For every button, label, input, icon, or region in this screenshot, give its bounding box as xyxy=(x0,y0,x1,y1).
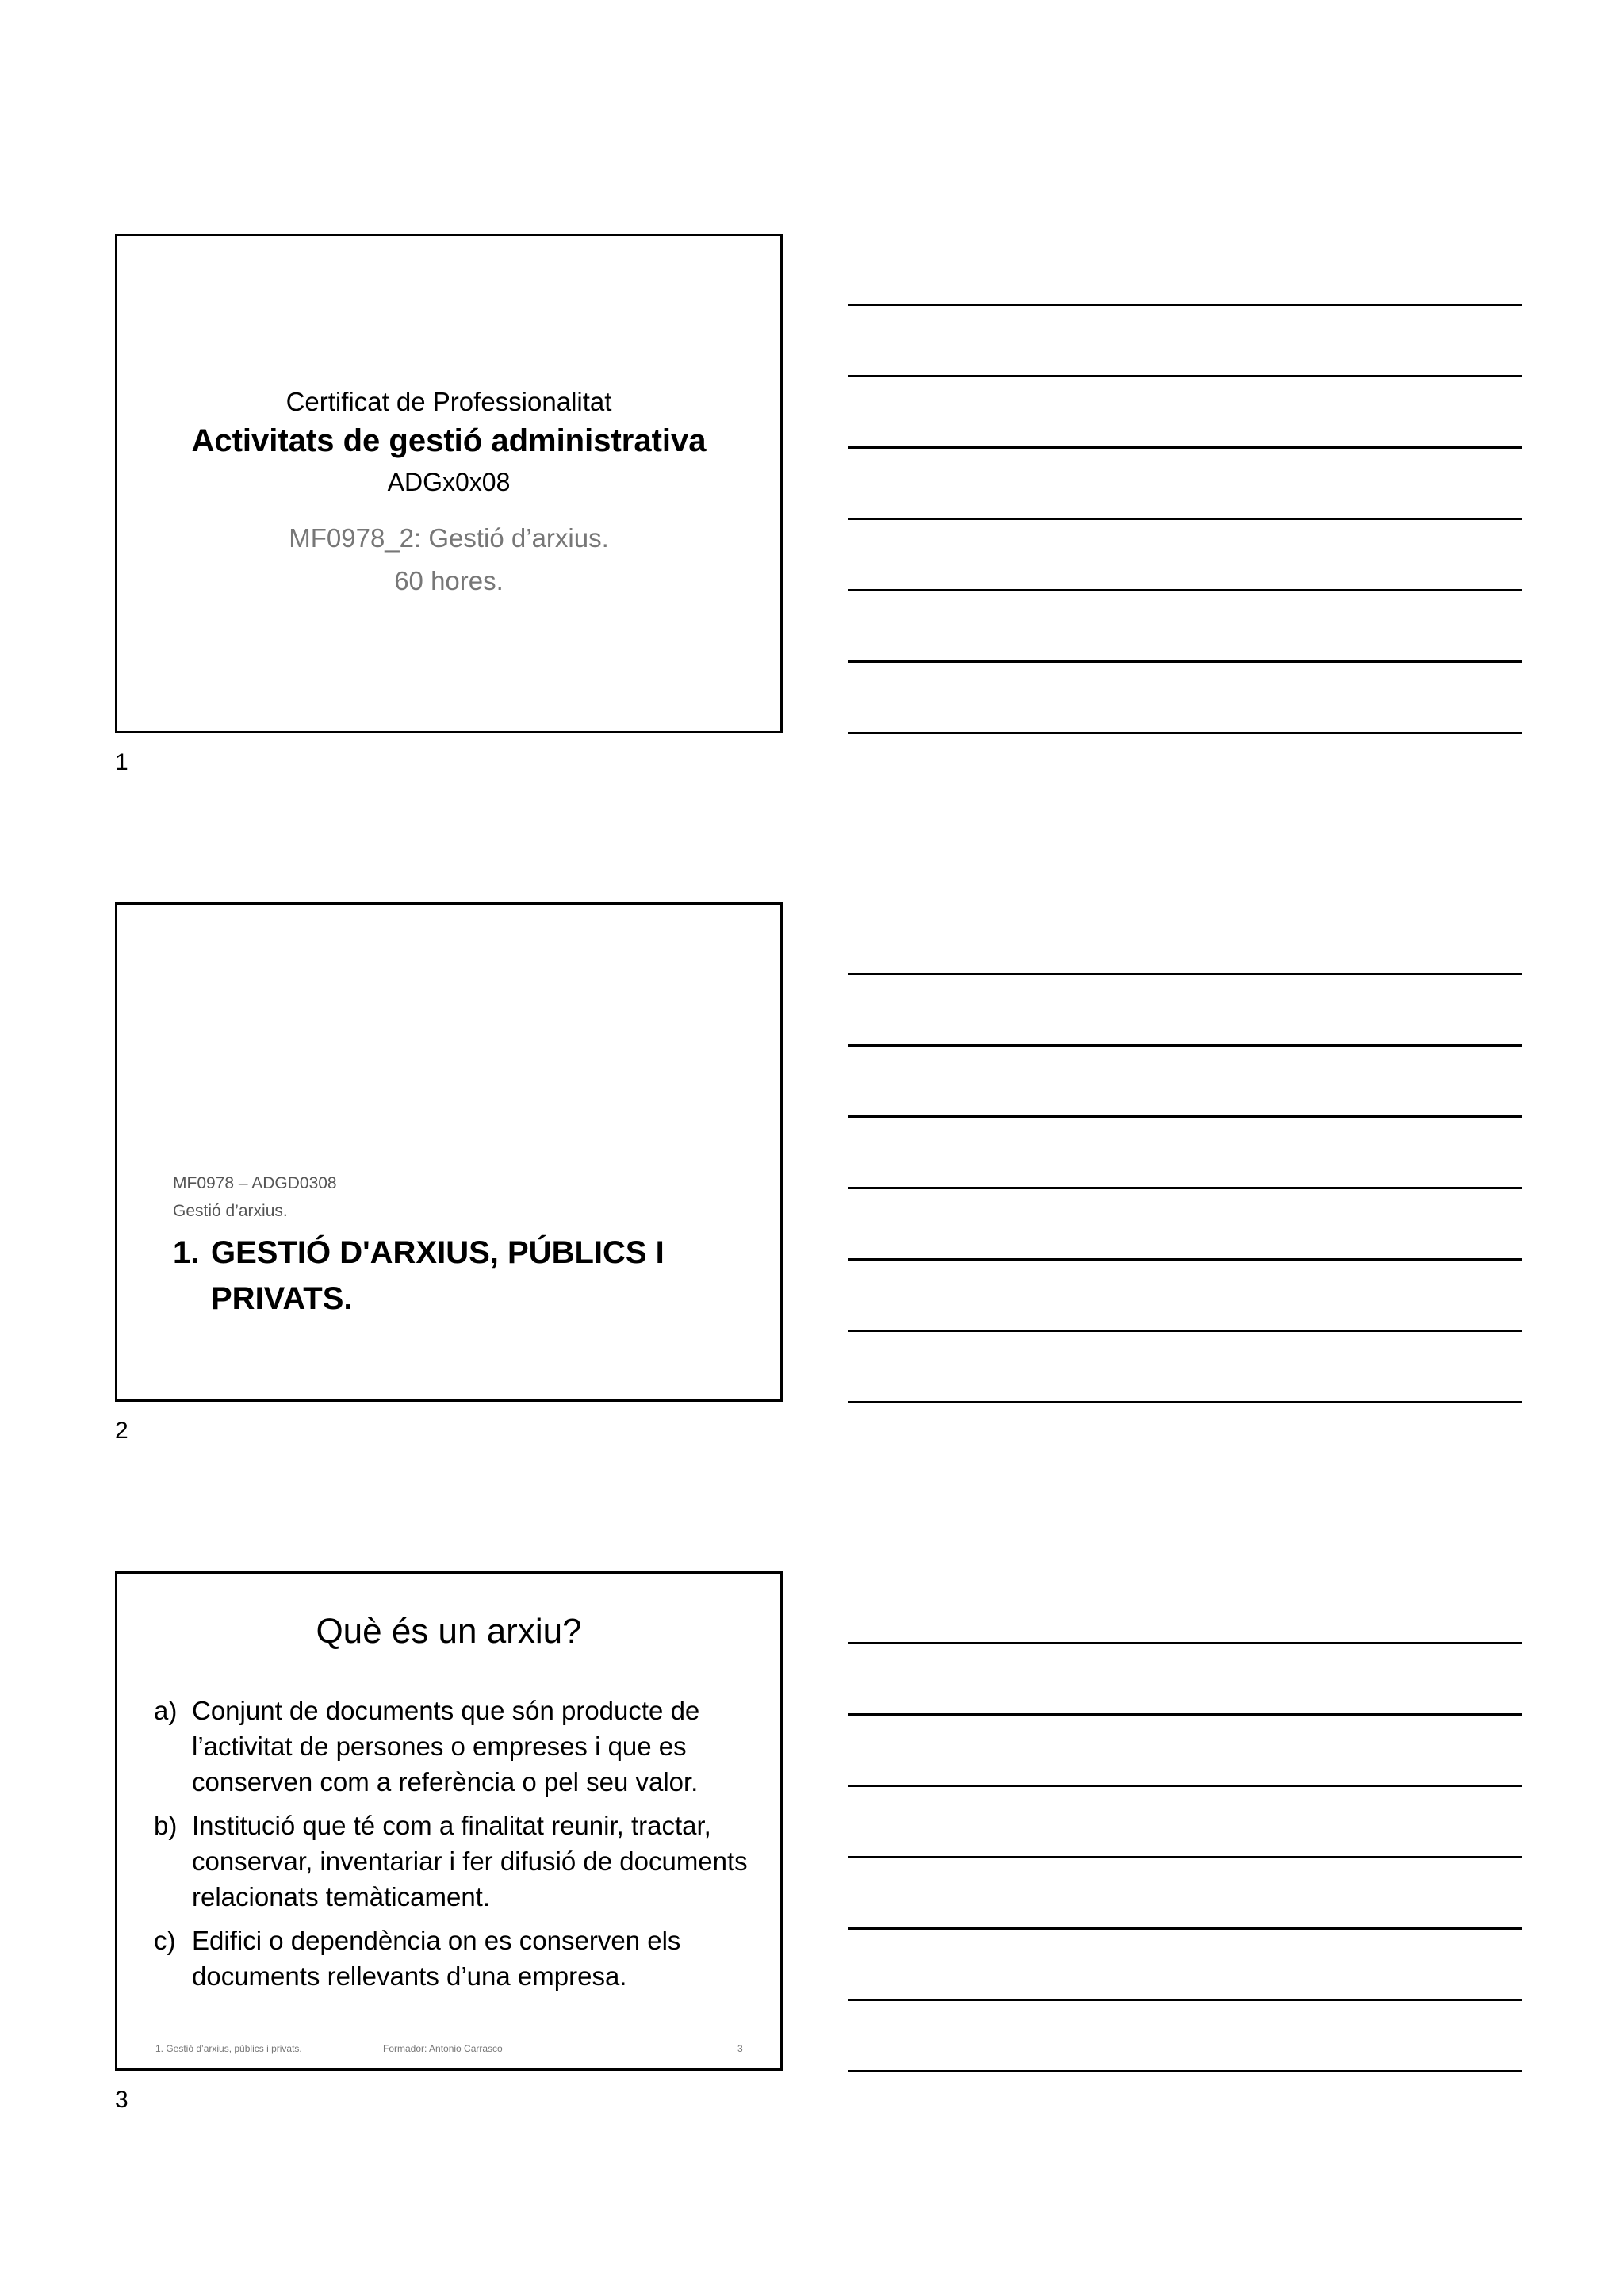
item-text: Institució que té com a finalitat reunir, tractar, conservar, inventariar i fer difusió de documents relacionats temàticament. xyxy=(192,1811,748,1911)
note-line xyxy=(848,660,1522,663)
section-heading-line2: PRIVATS. xyxy=(211,1281,353,1316)
note-line xyxy=(848,732,1522,734)
slide-subtitle-code: MF0978 – ADGD0308 xyxy=(173,1174,337,1192)
course-code: ADGx0x08 xyxy=(387,468,511,496)
item-text: Conjunt de documents que són producte de l’activitat de persones o empreses i que es conserven com a referència o pel seu valor. xyxy=(192,1696,700,1797)
slide-1 xyxy=(115,234,783,733)
list-item xyxy=(154,1808,764,1915)
slide-subtitle-module: Gestió d’arxius. xyxy=(173,1202,288,1220)
note-line xyxy=(848,1115,1522,1118)
note-line xyxy=(848,304,1522,306)
slide-footer-left: 1. Gestió d’arxius, públics i privats. xyxy=(155,2043,302,2054)
item-text: Edifici o dependència on es conserven els documents rellevants d’una empresa. xyxy=(192,1926,681,1991)
slide-title: Activitats de gestió administrativa xyxy=(191,423,707,458)
slide-title: Què és un arxiu? xyxy=(316,1612,582,1651)
note-line xyxy=(848,1856,1522,1858)
list-item xyxy=(154,1693,764,1800)
note-line xyxy=(848,518,1522,520)
module-name: MF0978_2: Gestió d’arxius. xyxy=(289,523,609,553)
note-line xyxy=(848,1401,1522,1403)
definition-list xyxy=(154,1693,764,2002)
note-line xyxy=(848,1044,1522,1047)
note-line xyxy=(848,1927,1522,1930)
slide-number: 3 xyxy=(115,2087,128,2113)
note-line xyxy=(848,1999,1522,2001)
note-line xyxy=(848,1187,1522,1189)
note-line xyxy=(848,1713,1522,1716)
note-line xyxy=(848,1258,1522,1261)
note-line xyxy=(848,375,1522,377)
note-line xyxy=(848,1785,1522,1787)
slide-footer-center: Formador: Antonio Carrasco xyxy=(383,2043,503,2054)
note-line xyxy=(848,589,1522,591)
note-line xyxy=(848,1330,1522,1332)
slide-kicker: Certificat de Professionalitat xyxy=(285,387,612,416)
section-heading xyxy=(173,1230,728,1322)
section-number: 1. xyxy=(173,1235,200,1270)
note-line xyxy=(848,2070,1522,2072)
slide-2 xyxy=(115,902,783,1402)
module-hours: 60 hores. xyxy=(394,566,504,595)
slide-number: 2 xyxy=(115,1418,128,1444)
item-label: c) xyxy=(154,1926,176,1955)
item-label: a) xyxy=(154,1696,178,1725)
slide-3 xyxy=(115,1571,783,2071)
list-item xyxy=(154,1923,764,1994)
note-line xyxy=(848,446,1522,449)
note-line xyxy=(848,973,1522,975)
slide-footer-page: 3 xyxy=(737,2043,743,2054)
section-heading-line1: GESTIÓ D'ARXIUS, PÚBLICS I xyxy=(211,1235,665,1270)
slide-number: 1 xyxy=(115,749,128,775)
item-label: b) xyxy=(154,1811,178,1840)
note-line xyxy=(848,1642,1522,1644)
